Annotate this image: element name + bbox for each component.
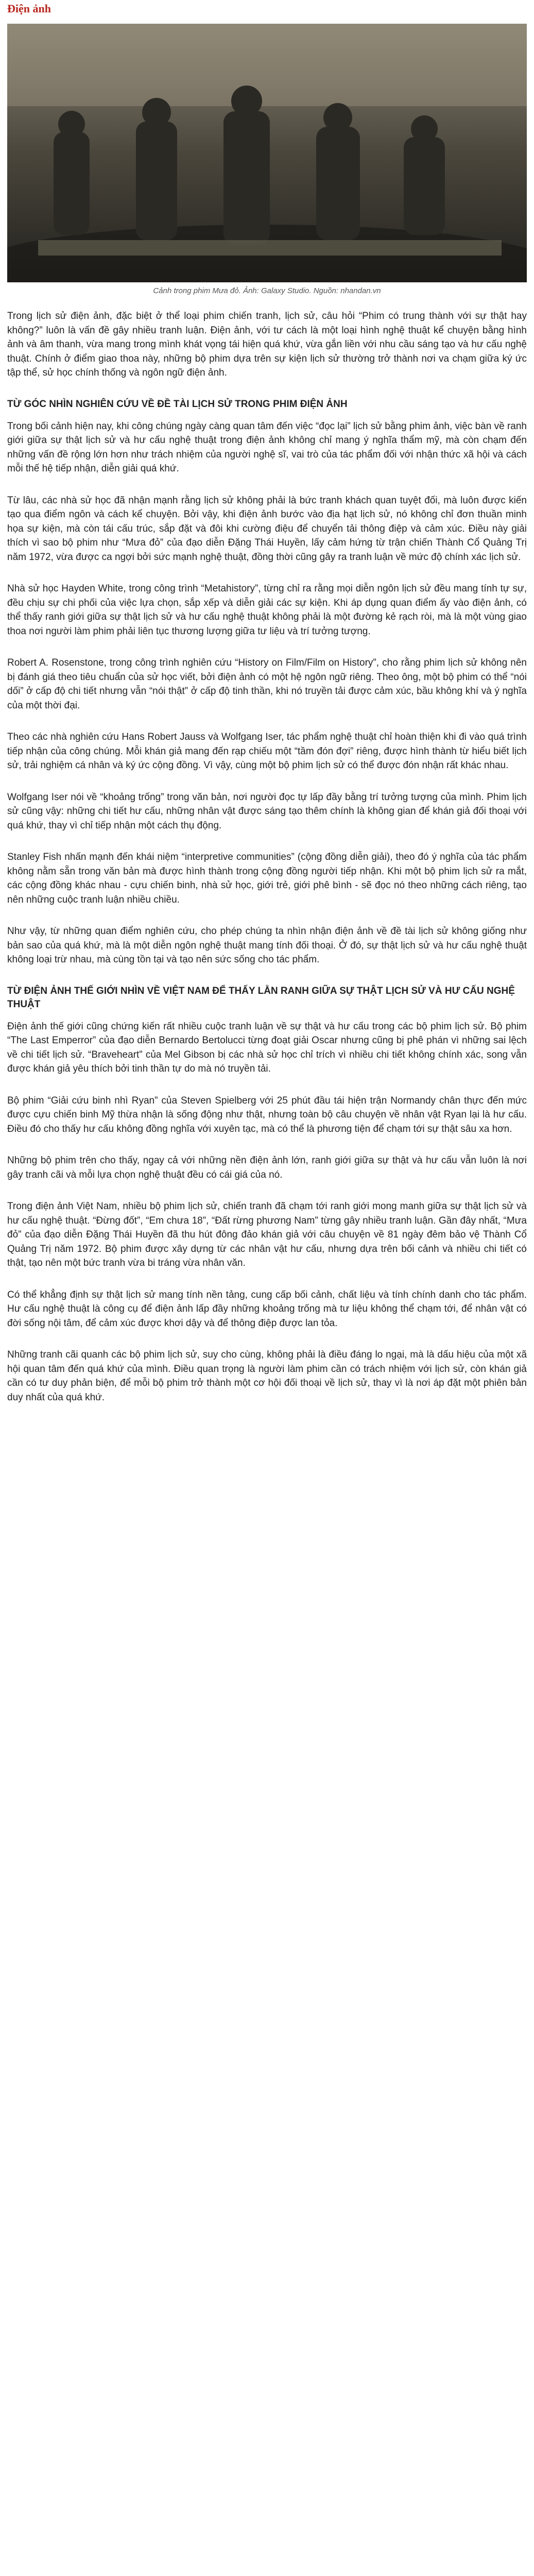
paragraph: Điện ảnh thế giới cũng chứng kiến rất nhiều cuộc tranh luận về sự thật và hư cấu trong các bộ phim lịch sử. Bộ phim “The Last Emperror” của đạo diễn Bernardo Bertolucci từng đoạt giải Oscar nhưng cũng bị phê phán vì những sai lệch về chi tiết lịch sử. “Braveheart” của Mel Gibson bị các nhà sử học chỉ trích vì nhiều chi tiết không chính xác, song vẫn được khán giả yêu thích bởi tinh thần tự do mà nó truyền tải. — [7, 1021, 527, 1074]
paragraph: Theo các nhà nghiên cứu Hans Robert Jauss và Wolfgang Iser, tác phẩm nghệ thuật chỉ hoàn thiện khi đi vào quá trình tiếp nhận của công chúng. Mỗi khán giả mang đến rạp chiếu một “tầm đón đợi” riêng, được hình thành từ hiểu biết lịch sử, trải nghiệm cá nhân và ký ức cộng đồng. Vì vậy, cùng một bộ phim lịch sử có thể được đón nhận rất khác nhau. — [7, 732, 527, 771]
section-heading: TỪ GÓC NHÌN NGHIÊN CỨU VỀ ĐỀ TÀI LỊCH SỬ TRONG PHIM ĐIỆN ẢNH — [7, 398, 348, 410]
hero-caption: Cảnh trong phim Mưa đỏ. Ảnh: Galaxy Studio. Nguồn: nhandan.vn — [153, 286, 381, 295]
paragraph: Từ lâu, các nhà sử học đã nhận mạnh rằng lịch sử không phải là bức tranh khách quan tuyệt đối, mà luôn được kiến tạo qua điểm ngôn và cách kể chuyện. Bởi vậy, khi điện ảnh bước vào địa hạt lịch sử, nó không chỉ đơn thuần minh họa sự kiện, mà còn tái cấu trúc, sắp đặt và đôi khi cường điệu để chuyển tải thông điệp và cảm xúc. Điều này giải thích vì sao bộ phim như “Mưa đỏ” của đạo diễn Đặng Thái Huyền, lấy cảm hứng từ trận chiến Thành Cổ Quảng Trị năm 1972, vừa được ca ngợi bởi sức mạnh nghệ thuật, đồng thời cũng gây ra tranh luận về mức độ chính xác lịch sử. — [7, 495, 527, 563]
hero-illustration — [7, 24, 527, 282]
paragraph: Có thể khẳng định sự thật lịch sử mang tính nền tảng, cung cấp bối cảnh, chất liệu và tính chính danh cho tác phẩm. Hư cấu nghệ thuật là công cụ để điện ảnh lấp đầy những khoảng trống mà tư liệu không thể chạm tới, để nhân vật có đời sống nội tâm, để cảm xúc được khơi dậy và để thông điệp được lan tỏa. — [7, 1289, 527, 1329]
paragraph: Như vậy, từ những quan điểm nghiên cứu, cho phép chúng ta nhìn nhận điện ảnh về đề tài lịch sử không giống như bản sao của quá khứ, mà là một diễn ngôn nghệ thuật mang tính đối thoại. Ở đó, sự thật lịch sử và hư cấu nghệ thuật không loại trừ nhau, mà cùng tồn tại và tạo nên sức sống cho tác phẩm. — [7, 926, 527, 965]
paragraph: Những tranh cãi quanh các bộ phim lịch sử, suy cho cùng, không phải là điều đáng lo ngại, mà là dấu hiệu của một xã hội quan tâm đến quá khứ của mình. Điều quan trọng là người làm phim cần có trách nhiệm với lịch sử, còn khán giả cần có tư duy phản biện, để mỗi bộ phim trở thành một cơ hội đối thoại về lịch sử, thay vì là nơi áp đặt một phiên bản duy nhất của quá khứ. — [7, 1349, 527, 1403]
section-label[interactable]: Điện ảnh — [7, 2, 51, 15]
paragraph: Stanley Fish nhấn mạnh đến khái niệm “interpretive communities” (cộng đồng diễn giải), theo đó ý nghĩa của tác phẩm không nằm sẵn trong văn bản mà được hình thành trong cộng đồng người tiếp nhận. Khi một bộ phim lịch sử ra mắt, các cộng đồng khác nhau - cựu chiến binh, nhà sử học, giới trẻ, giới phê bình - sẽ đọc nó theo những cách riêng, tạo nên những cuộc tranh luận nhiều chiều. — [7, 852, 527, 905]
section-heading: TỪ ĐIỆN ẢNH THẾ GIỚI NHÌN VỀ VIỆT NAM ĐỂ THẤY LẰN RANH GIỮA SỰ THẬT LỊCH SỬ VÀ HƯ CẤU NGHỆ THUẬT — [7, 985, 515, 1010]
paragraph: Trong bối cảnh hiện nay, khi công chúng ngày càng quan tâm đến việc “đọc lại” lịch sử bằng phim ảnh, việc bàn về ranh giới giữa sự thật lịch sử và hư cấu nghệ thuật trong điện ảnh không chỉ mang ý nghĩa thẩm mỹ, mà còn chạm đến những vấn đề rộng lớn hơn như trách nhiệm của người nghệ sĩ, vai trò của tác phẩm đối với nhận thức xã hội và cách mỗi thế hệ tiếp nhận, diễn giải quá khứ. — [7, 420, 527, 474]
hero-image — [7, 24, 527, 282]
paragraph: Trong điện ảnh Việt Nam, nhiều bộ phim lịch sử, chiến tranh đã chạm tới ranh giới mong manh giữa sự thật lịch sử và hư cấu nghệ thuật. “Đừng đốt”, “Em chưa 18”, “Đất rừng phương Nam” từng gây nhiều tranh luận. Gần đây nhất, “Mưa đỏ” của đạo diễn Đặng Thái Huyền đã thu hút đông đảo khán giả với câu chuyện về 81 ngày đêm bảo vệ Thành Cổ Quảng Trị năm 1972. Bộ phim được xây dựng từ các nhân vật hư cấu, nhưng dựa trên bối cảnh và nhiều chi tiết có thật, tạo nên một bức tranh vừa bi tráng vừa nhân văn. — [7, 1201, 527, 1268]
paragraph: Bộ phim “Giải cứu binh nhì Ryan” của Steven Spielberg với 25 phút đầu tái hiện trận Normandy chân thực đến mức được cựu chiến binh Mỹ thừa nhận là sống động như thật, nhưng toàn bộ câu chuyện về nhân vật Ryan lại là hư cấu. Điều đó cho thấy hư cấu không đồng nghĩa với xuyên tạc, mà có thể là phương tiện để chạm tới sự thật sâu xa hơn. — [7, 1095, 527, 1134]
paragraph: Những bộ phim trên cho thấy, ngay cả với những nền điện ảnh lớn, ranh giới giữa sự thật và hư cấu vẫn luôn là nơi gây tranh cãi và mỗi lựa chọn nghệ thuật đều có cái giá của nó. — [7, 1155, 527, 1180]
paragraph: Robert A. Rosenstone, trong công trình nghiên cứu “History on Film/Film on History”, cho rằng phim lịch sử không nên bị đánh giá theo tiêu chuẩn của sử học viết, bởi điện ảnh có một hệ ngôn ngữ riêng. Theo ông, một bộ phim có thể “nói dối” ở cấp độ chi tiết nhưng vẫn “nói thật” ở cấp độ tinh thần, khi nó truyền tải được cảm xúc, bầu không khí và ý nghĩa của một thời đại. — [7, 657, 527, 711]
paragraph: Wolfgang Iser nói về “khoảng trống” trong văn bản, nơi người đọc tự lấp đầy bằng trí tưởng tượng của mình. Phim lịch sử cũng vậy: những chi tiết hư cấu, những nhân vật được sáng tạo thêm chính là không gian để khán giả đối thoại với quá khứ, thay vì chỉ tiếp nhận một cách thụ động. — [7, 791, 527, 831]
paragraph: Nhà sử học Hayden White, trong công trình “Metahistory”, từng chỉ ra rằng mọi diễn ngôn lịch sử đều mang tính tự sự, đều chịu sự chi phối của việc lựa chọn, sắp xếp và diễn giải các sự kiện. Khi áp dụng quan điểm ấy vào điện ảnh, có thể thấy ranh giới giữa sự thật lịch sử và hư cấu nghệ thuật không phải là một đường kẻ rạch ròi, mà là một vùng giao thoa nơi người làm phim phải liên tục thương lượng giữa tư liệu và trí tưởng tượng. — [7, 583, 527, 637]
paragraph: Trong lịch sử điện ảnh, đặc biệt ở thể loại phim chiến tranh, lịch sử, câu hỏi “Phim có trung thành với sự thật hay không?” luôn là vấn đề gây nhiều tranh luận. Điện ảnh, với tư cách là một loại hình nghệ thuật kể chuyện bằng hình ảnh và âm thanh, vừa mang trong mình khát vọng tái hiện quá khứ, vừa gắn liền với nhu cầu sáng tạo và hư cấu nghệ thuật. Chính ở điểm giao thoa này, những bộ phim dựa trên sự kiện lịch sử thường trở thành nơi va chạm giữa ký ức tập thể, sử học chính thống và ngôn ngữ điện ảnh. — [7, 311, 527, 378]
article-body — [7, 309, 527, 1422]
